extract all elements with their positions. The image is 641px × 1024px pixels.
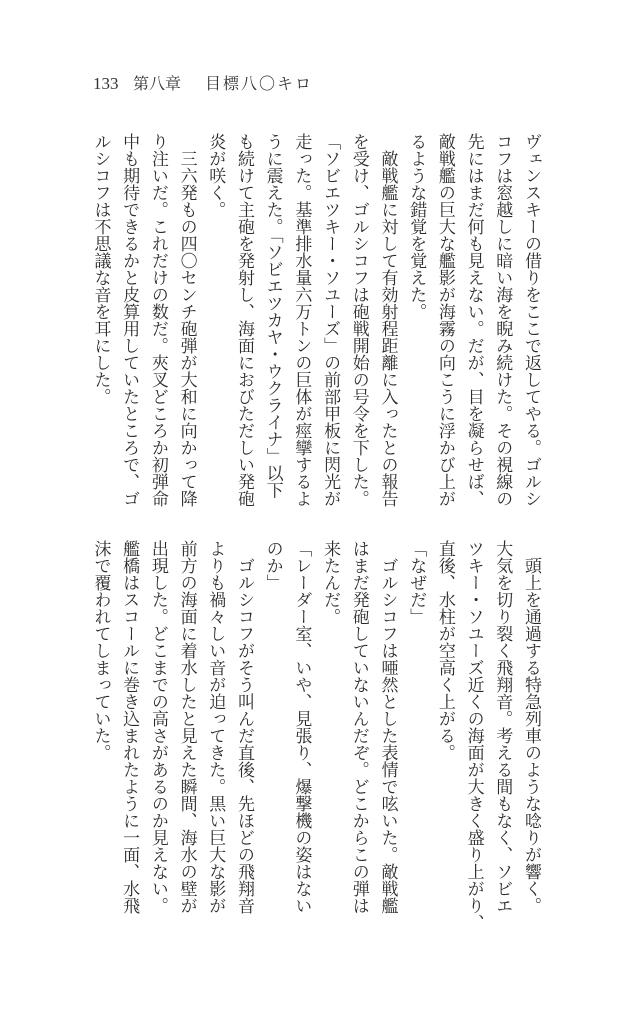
text-line: コフは窓越しに暗い海を睨み続けた。その視線の (492, 133, 513, 507)
text-line: 中も期待できるかと皮算用していたところで、ゴ (119, 133, 140, 507)
text-line: 走った。基準排水量六万トンの巨体が痙攣するよ (291, 133, 312, 507)
text-line: 艦橋はスコールに巻き込まれたように一面、水飛 (119, 540, 140, 914)
text-line: ルシコフは不思議な音を耳にした。 (90, 133, 111, 405)
chapter-title: 目標八〇キロ (205, 74, 314, 93)
text-line: 先にはまだ何も見えない。だが、目を凝らせば、 (463, 133, 484, 507)
text-line: 敵戦艦に対して有効射程距離に入ったとの報告 (377, 133, 398, 507)
text-line: ツキー・ソユーズ近くの海面が大きく盛り上がり、 (463, 540, 484, 931)
text-line: 大気を切り裂く飛翔音。考える間もなく、ソビエ (492, 540, 513, 914)
chapter-label: 第八章 (133, 74, 182, 93)
text-line: 沫で覆われてしまっていた。 (90, 540, 111, 761)
text-line: 「なぜだ」 (406, 540, 427, 625)
text-line: のか」 (262, 540, 283, 591)
text-line: 前方の海面に着水したと見えた瞬間、海水の壁が (176, 540, 197, 914)
text-line: り注いだ。これだけの数だ。夾叉どころか初弾命 (147, 133, 168, 507)
text-line: も続けて主砲を発射し、海面におびただしい発砲 (233, 133, 254, 507)
text-line: 三六発もの四〇センチ砲弾が大和に向かって降 (176, 133, 197, 507)
text-line: るような錯覚を覚えた。 (406, 133, 427, 320)
text-line: ヴェンスキーの借りをここで返してやる。ゴルシ (521, 133, 541, 507)
text-line: うに震えた。「ソビエツカヤ・ウクライナ」以下 (262, 133, 283, 499)
text-line: ゴルシコフは唖然とした表情で呟いた。敵戦艦 (377, 540, 398, 914)
text-block-top (85, 133, 545, 533)
page-number: 133 (93, 74, 119, 93)
text-line: 「レーダー室、いや、見張り、爆撃機の姿はない (291, 540, 312, 914)
text-line: はまだ発砲していないんだぞ。どこからこの弾は (348, 540, 369, 914)
text-line: ゴルシコフがそう叫んだ直後、先ほどの飛翔音 (233, 540, 254, 914)
text-line: 炎が咲く。 (205, 133, 226, 218)
text-line: を受け、ゴルシコフは砲戦開始の号令を下した。 (348, 133, 369, 507)
text-line: 「ソビエツキー・ソユーズ」の前部甲板に閃光が (320, 133, 341, 507)
text-line: 頭上を通過する特急列車のような唸りが響く。 (521, 540, 541, 914)
text-line: 敵戦艦の巨大な艦影が海霧の向こうに浮かび上が (434, 133, 455, 507)
text-line: よりも禍々しい音が迫ってきた。黒い巨大な影が (205, 540, 226, 914)
text-block-bottom (85, 540, 545, 940)
text-line: 出現した。どこまでの高さがあるのか見えない。 (147, 540, 168, 914)
text-line: 直後、水柱が空高く上がる。 (434, 540, 455, 761)
running-head (0, 74, 641, 94)
text-line: 来たんだ。 (320, 540, 341, 625)
